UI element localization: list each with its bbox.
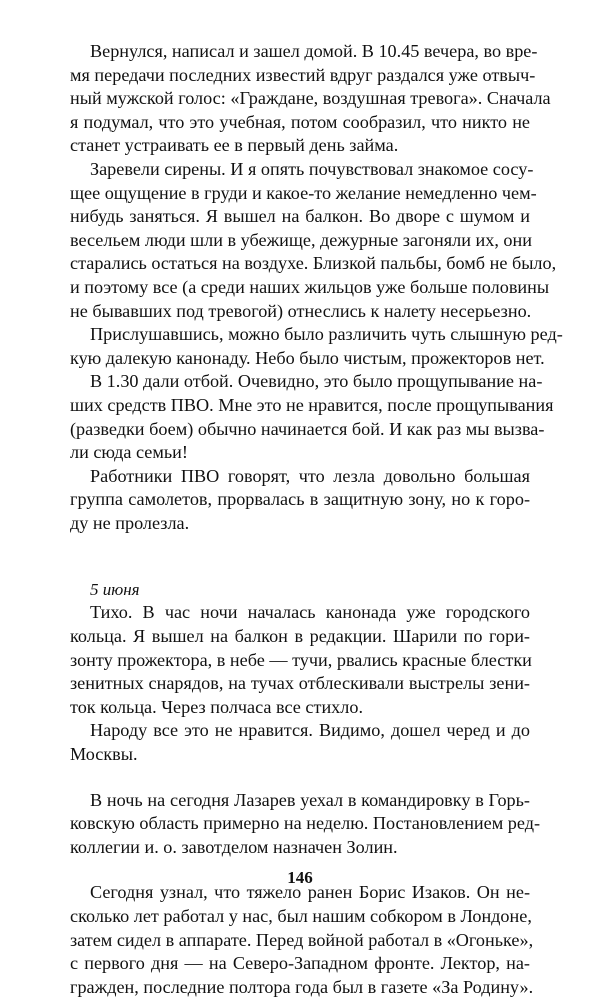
text-line: Прислушавшись, можно было различить чуть слышную ред- (90, 324, 563, 345)
text-line: затем сидел в аппарате. Перед войной работал в «Огоньке», (70, 929, 534, 950)
paragraph-cannonade (70, 323, 563, 370)
text-line: я подумал, что это учебная, потом сообразил, что никто не (70, 111, 530, 132)
page-number: 146 (287, 868, 313, 887)
text-line: ду не пролезла. (70, 512, 190, 533)
text-line: и поэтому все (а среди наших жильцов уже больше половины (70, 276, 550, 297)
text-line: Народу все это не нравится. Видимо, дошел черед и до (90, 720, 530, 741)
text-line: нибудь заняться. Я вышел на балкон. Во дворе с шумом и (70, 206, 530, 227)
text-line: Москвы. (70, 744, 138, 765)
text-line: весельем люди шли в убежище, дежурные загоняли их, они (70, 229, 532, 250)
paragraph-sirens (70, 158, 557, 323)
text-line: зенитных снарядов, на тучах отблескивали выстрелы зени- (70, 673, 530, 694)
page-body (70, 40, 563, 999)
text-line: Работники ПВО говорят, что лезла довольно большая (90, 465, 530, 486)
text-line: (разведки боем) обычно начинается бой. И как раз мы вызва- (70, 418, 545, 439)
paragraph-pvo-workers (70, 465, 530, 536)
text-line: группа самолетов, прорвалась в защитную зону, но к горо- (70, 489, 530, 510)
text-line: Заревели сирены. И я опять почувствовал знакомое сосу- (90, 158, 534, 179)
text-line: мя передачи последних известий вдруг раздался уже отвыч- (70, 64, 536, 85)
text-line: ших средств ПВО. Мне это не нравится, после прощупывания (70, 394, 554, 415)
paragraph-people-dislike (70, 719, 530, 766)
text-line: ли сюда семьи! (70, 442, 188, 463)
paragraph-night-cannonade (70, 601, 530, 719)
text-line: ный мужской голос: «Граждане, воздушная тревога». Сначала (70, 88, 551, 109)
text-line: старались остаться на воздухе. Близкой пальбы, бомб не было, (70, 253, 557, 274)
section-gap (70, 767, 530, 789)
text-line: В ночь на сегодня Лазарев уехал в командировку в Горь- (90, 789, 530, 810)
date-heading: 5 июня (90, 580, 140, 600)
section-gap (70, 535, 530, 579)
text-line: щее ощущение в груди и какое-то желание немедленно чем- (70, 182, 537, 203)
paragraph-izakov (70, 881, 534, 999)
text-line: станет устраивать ее в первый день займа. (70, 135, 399, 156)
text-line: ковскую область примерно на неделю. Постановлением ред- (70, 813, 541, 834)
text-line: кольца. Я вышел на балкон в редакции. Шарили по гори- (70, 626, 530, 647)
text-line: кую далекую канонаду. Небо было чистым, прожекторов нет. (70, 347, 545, 368)
paragraph-lazarev (70, 789, 541, 860)
text-line: зонту прожектора, в небе — тучи, рвались красные блестки (70, 649, 532, 670)
text-line: гражден, последние полтора года был в газете «За Родину». (70, 976, 534, 997)
text-line: коллегии и. о. завотделом назначен Золин. (70, 836, 398, 857)
text-line: В 1.30 дали отбой. Очевидно, это было прощупывание на- (90, 371, 543, 392)
text-line: Сегодня узнал, что тяжело ранен Борис Изаков. Он не- (90, 882, 530, 903)
text-line: ток кольца. Через полчаса все стихло. (70, 696, 363, 717)
text-line: с первого дня — на Северо-Западном фронте. Лектор, на- (70, 953, 530, 974)
paragraph-all-clear (70, 370, 554, 464)
text-line: не бывавших под тревогой) отнеслись к налету несерьезно. (70, 300, 532, 321)
paragraph-air-raid-alert (70, 40, 551, 158)
text-line: Тихо. В час ночи началась канонада уже городского (90, 602, 530, 623)
text-line: сколько лет работал у нас, был нашим собкором в Лондоне, (70, 906, 532, 926)
text-line: Вернулся, написал и зашел домой. В 10.45 вечера, во вре- (90, 41, 538, 61)
